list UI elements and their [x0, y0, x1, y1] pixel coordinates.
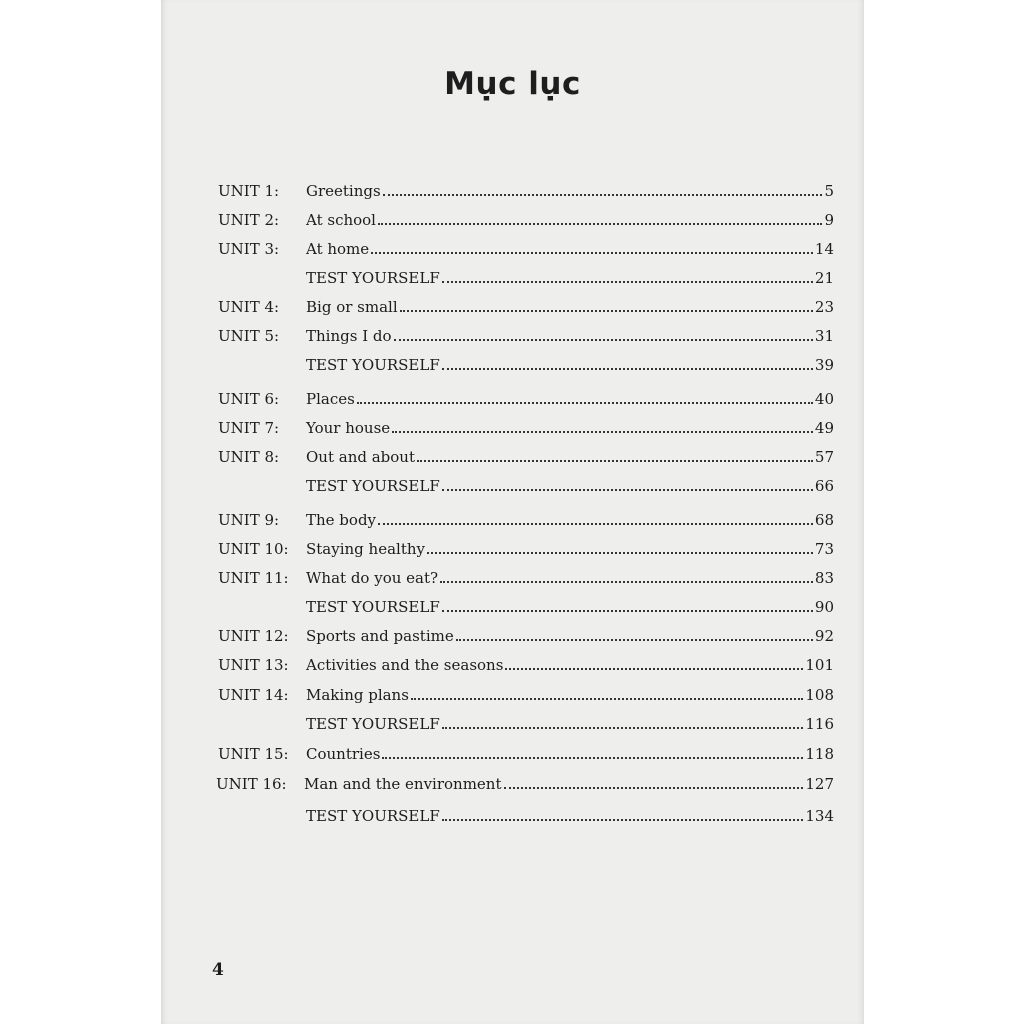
toc-entry — [218, 561, 834, 587]
dot-leader — [382, 757, 803, 759]
toc-entry — [216, 767, 834, 793]
toc-entry — [218, 232, 834, 258]
toc-entry — [218, 382, 834, 408]
toc-entry-title: Countries — [306, 745, 381, 763]
dot-leader — [440, 581, 813, 583]
toc-page-number: 31 — [814, 327, 834, 345]
toc-page-number: 73 — [814, 540, 834, 558]
toc-page-number: 116 — [805, 715, 834, 733]
dot-leader — [442, 727, 804, 729]
toc-entry — [218, 440, 834, 466]
dot-leader — [378, 523, 813, 525]
toc-unit-label: UNIT 12: — [218, 627, 289, 645]
toc-page-number: 66 — [814, 477, 834, 495]
dot-leader — [357, 402, 813, 404]
toc-entry-title: TEST YOURSELF — [306, 269, 440, 287]
toc-page-number: 5 — [824, 182, 834, 200]
toc-entry-title: Staying healthy — [306, 540, 425, 558]
toc-entry-title: Greetings — [306, 182, 381, 200]
dot-leader — [411, 698, 803, 700]
toc-unit-label: UNIT 7: — [218, 419, 280, 437]
toc-entry-title: At home — [306, 240, 370, 258]
page-title: Mục lục — [444, 66, 581, 102]
toc-entry — [218, 319, 834, 345]
toc-entry-title: Things I do — [306, 327, 392, 345]
toc-entry-title: Out and about — [306, 448, 415, 466]
toc-unit-label: UNIT 11: — [218, 569, 289, 587]
toc-entry — [218, 348, 834, 374]
toc-page-number: 90 — [814, 598, 834, 616]
toc-entry-title: Sports and pastime — [306, 627, 454, 645]
toc-entry-title: Your house — [306, 419, 391, 437]
dot-leader — [442, 368, 813, 370]
toc-unit-label: UNIT 4: — [218, 298, 280, 316]
toc-page-number: 108 — [805, 686, 834, 704]
dot-leader — [442, 610, 813, 612]
dot-leader — [400, 310, 813, 312]
toc-page-number: 21 — [814, 269, 834, 287]
toc-unit-label: UNIT 6: — [218, 390, 280, 408]
toc-entry — [218, 290, 834, 316]
toc-page-number: 68 — [814, 511, 834, 529]
toc-entry — [218, 678, 834, 704]
toc-unit-label: UNIT 5: — [218, 327, 280, 345]
toc-page-number: 49 — [814, 419, 834, 437]
toc-entry — [218, 261, 834, 287]
toc-entry-title: TEST YOURSELF — [306, 356, 440, 374]
toc-unit-label: UNIT 8: — [218, 448, 280, 466]
toc-page-number: 40 — [814, 390, 834, 408]
toc-entry-title: The body — [306, 511, 377, 529]
toc-page-number: 57 — [814, 448, 834, 466]
toc-page-number: 23 — [814, 298, 834, 316]
toc-entry-title: TEST YOURSELF — [306, 598, 440, 616]
toc-unit-label: UNIT 9: — [218, 511, 280, 529]
dot-leader — [394, 339, 813, 341]
toc-entry-title: Man and the environment — [304, 775, 502, 793]
toc-entry — [218, 469, 834, 495]
toc-entry-title: At school — [306, 211, 376, 229]
toc-entry — [218, 174, 834, 200]
toc-unit-label: UNIT 2: — [218, 211, 280, 229]
dot-leader — [442, 281, 813, 283]
toc-page-number: 101 — [805, 656, 834, 674]
toc-entry — [218, 799, 834, 825]
toc-entry-title: Places — [306, 390, 355, 408]
toc-page-number: 9 — [824, 211, 834, 229]
toc-entry-title: What do you eat? — [306, 569, 439, 587]
toc-page-number: 127 — [805, 775, 834, 793]
dot-leader — [392, 431, 813, 433]
toc-page-number: 14 — [814, 240, 834, 258]
toc-entry — [218, 532, 834, 558]
toc-unit-label: UNIT 16: — [216, 775, 287, 793]
dot-leader — [383, 194, 823, 196]
toc-entry — [218, 411, 834, 437]
toc-entry — [218, 737, 834, 763]
toc-unit-label: UNIT 3: — [218, 240, 280, 258]
toc-page-number: 92 — [814, 627, 834, 645]
toc-entry — [218, 648, 834, 674]
toc-page-number: 134 — [805, 807, 834, 825]
toc-unit-label: UNIT 14: — [218, 686, 289, 704]
toc-unit-label: UNIT 15: — [218, 745, 289, 763]
dot-leader — [427, 552, 813, 554]
page-number: 4 — [212, 960, 224, 980]
toc-entry-title: TEST YOURSELF — [306, 807, 440, 825]
dot-leader — [378, 223, 822, 225]
toc-unit-label: UNIT 10: — [218, 540, 289, 558]
toc-entry — [218, 619, 834, 645]
toc-entry — [218, 590, 834, 616]
dot-leader — [417, 460, 813, 462]
toc-page-number: 39 — [814, 356, 834, 374]
book-page — [161, 0, 864, 1024]
toc-entry-title: Big or small — [306, 298, 398, 316]
dot-leader — [505, 668, 803, 670]
dot-leader — [504, 787, 804, 789]
dot-leader — [371, 252, 813, 254]
toc-unit-label: UNIT 13: — [218, 656, 289, 674]
toc-unit-label: UNIT 1: — [218, 182, 280, 200]
toc-entry-title: Activities and the seasons — [306, 656, 504, 674]
dot-leader — [456, 639, 813, 641]
toc-entry-title: TEST YOURSELF — [306, 477, 440, 495]
toc-entry — [218, 203, 834, 229]
toc-entry-title: Making plans — [306, 686, 409, 704]
toc-page-number: 118 — [805, 745, 834, 763]
dot-leader — [442, 489, 813, 491]
toc-entry-title: TEST YOURSELF — [306, 715, 440, 733]
toc-entry — [218, 707, 834, 733]
toc-entry — [218, 503, 834, 529]
toc-page-number: 83 — [814, 569, 834, 587]
dot-leader — [442, 819, 804, 821]
